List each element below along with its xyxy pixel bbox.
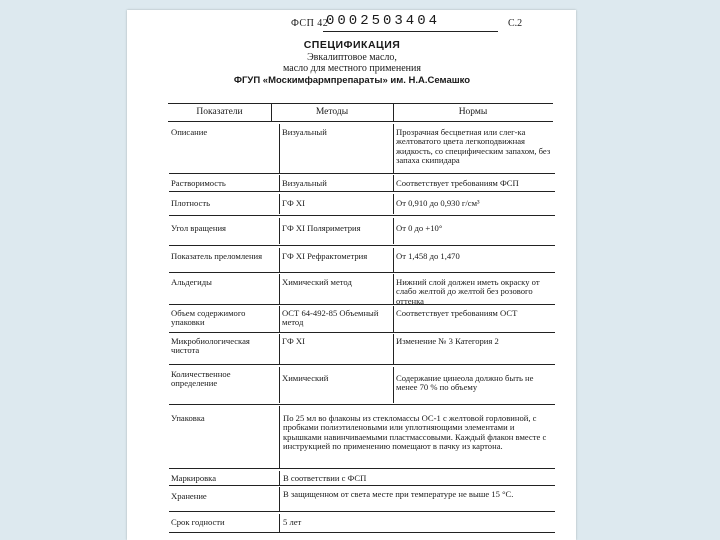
table-rule [279, 406, 280, 468]
table-rule [279, 306, 280, 332]
row-solubility-indicator: Растворимость [171, 178, 226, 188]
table-rule [393, 334, 394, 364]
title-organization: ФГУП «Москимфармпрепараты» им. Н.А.Семашко [233, 74, 471, 86]
row-description-norm: Прозрачная бесцветная или слег-ка желтоватого цвета легкоподвижная жидкость, со специфическим запахом, без запаха скипидара [396, 127, 551, 166]
table-rule [393, 124, 394, 173]
row-volume-norm: Соответствует требованиям ОСТ [396, 308, 518, 318]
row-density-norm: От 0,910 до 0,930 г/см³ [396, 198, 480, 208]
table-rule [279, 471, 280, 485]
column-header-indicators: Показатели [196, 107, 243, 117]
row-assay-method: Химический [282, 373, 329, 383]
table-rule [169, 511, 555, 512]
code-underline [323, 31, 498, 32]
row-volume-indicator: Объем содержимого упаковки [171, 308, 246, 328]
table-rule [279, 218, 280, 244]
table-rule [279, 248, 280, 272]
table-rule [393, 218, 394, 244]
column-header-methods: Методы [315, 107, 349, 117]
table-rule [279, 334, 280, 364]
table-rule [279, 124, 280, 173]
row-marking-indicator: Маркировка [171, 473, 217, 483]
row-shelf-life-indicator: Срок годности [171, 517, 225, 527]
row-packaging-indicator: Упаковка [171, 413, 205, 423]
row-description-method: Визуальный [282, 127, 327, 137]
row-aldehydes-norm: Нижний слой должен иметь окраску от слабо желтой до желтой без розового оттенка [396, 277, 540, 306]
table-rule [393, 367, 394, 403]
table-rule [279, 274, 280, 304]
table-rule [279, 175, 280, 191]
row-storage-text: В защищенном от света месте при температуре не выше 15 °С. [283, 489, 514, 499]
row-description-indicator: Описание [171, 127, 208, 137]
row-rotation-method: ГФ XI Поляриметрия [282, 223, 361, 233]
page-title: СПЕЦИФИКАЦИЯ [303, 39, 401, 51]
row-packaging-text: По 25 мл во флаконы из стекломассы ОС-1 с желтовой горловиной, с пробками полиэтиленовыми или уплотняющими элементами и крышками навинчиваемыми пластмассовыми. Каждый флакон вместе с инструкцией по применению помещают в пачку из картона. [283, 413, 547, 452]
table-rule [393, 175, 394, 191]
row-shelf-life-text: 5 лет [283, 517, 302, 527]
table-rule [168, 103, 553, 104]
table-rule [393, 274, 394, 304]
row-assay-norm: Содержание цинеола должно быть не менее 70 % по объему [396, 373, 534, 393]
table-rule [393, 306, 394, 332]
table-rule [279, 514, 280, 532]
title-line-1: Эвкалиптовое масло, [307, 51, 397, 63]
row-refraction-norm: От 1,458 до 1,470 [396, 251, 460, 261]
table-rule [169, 485, 555, 486]
table-rule [169, 532, 555, 533]
table-rule [169, 191, 555, 192]
document-page [127, 10, 576, 540]
table-rule [279, 367, 280, 403]
page-number: С.2 [508, 18, 523, 29]
title-line-2: масло для местного применения [283, 63, 421, 74]
row-density-indicator: Плотность [171, 198, 211, 208]
row-refraction-method: ГФ XI Рефрактометрия [282, 251, 368, 261]
row-aldehydes-method: Химический метод [282, 277, 352, 287]
row-rotation-norm: От 0 до +10° [396, 223, 443, 233]
table-rule [169, 404, 555, 405]
row-microbiology-norm: Изменение № 3 Категория 2 [396, 336, 499, 346]
table-rule [169, 173, 555, 174]
row-microbiology-indicator: Микробиологическая чистота [171, 336, 250, 356]
row-microbiology-method: ГФ XI [282, 336, 305, 346]
table-rule [169, 468, 555, 469]
row-marking-text: В соответствии с ФСП [283, 473, 367, 483]
table-rule [279, 194, 280, 214]
row-volume-method: ОСТ 64-492-85 Объемный метод [282, 308, 379, 328]
title-block [187, 40, 517, 86]
table-rule [169, 304, 555, 305]
document-code-number: 0002503404 [326, 13, 441, 29]
row-solubility-norm: Соответствует требованиям ФСП [396, 178, 519, 188]
table-rule [279, 487, 280, 511]
row-solubility-method: Визуальный [282, 178, 327, 188]
table-rule [169, 364, 555, 365]
table-rule [169, 332, 555, 333]
row-refraction-indicator: Показатель преломления [171, 251, 263, 261]
row-aldehydes-indicator: Альдегиды [171, 277, 212, 287]
table-rule [169, 215, 555, 216]
document-code-prefix: ФСП 42- [291, 18, 333, 29]
column-header-norms: Нормы [458, 107, 488, 117]
table-rule [393, 248, 394, 272]
row-rotation-indicator: Угол вращения [171, 223, 227, 233]
row-storage-indicator: Хранение [171, 491, 207, 501]
row-assay-indicator: Количественное определение [171, 369, 231, 389]
table-rule [169, 245, 555, 246]
row-density-method: ГФ XI [282, 198, 305, 208]
table-rule [169, 272, 555, 273]
table-rule [393, 194, 394, 214]
table-rule [168, 121, 553, 122]
